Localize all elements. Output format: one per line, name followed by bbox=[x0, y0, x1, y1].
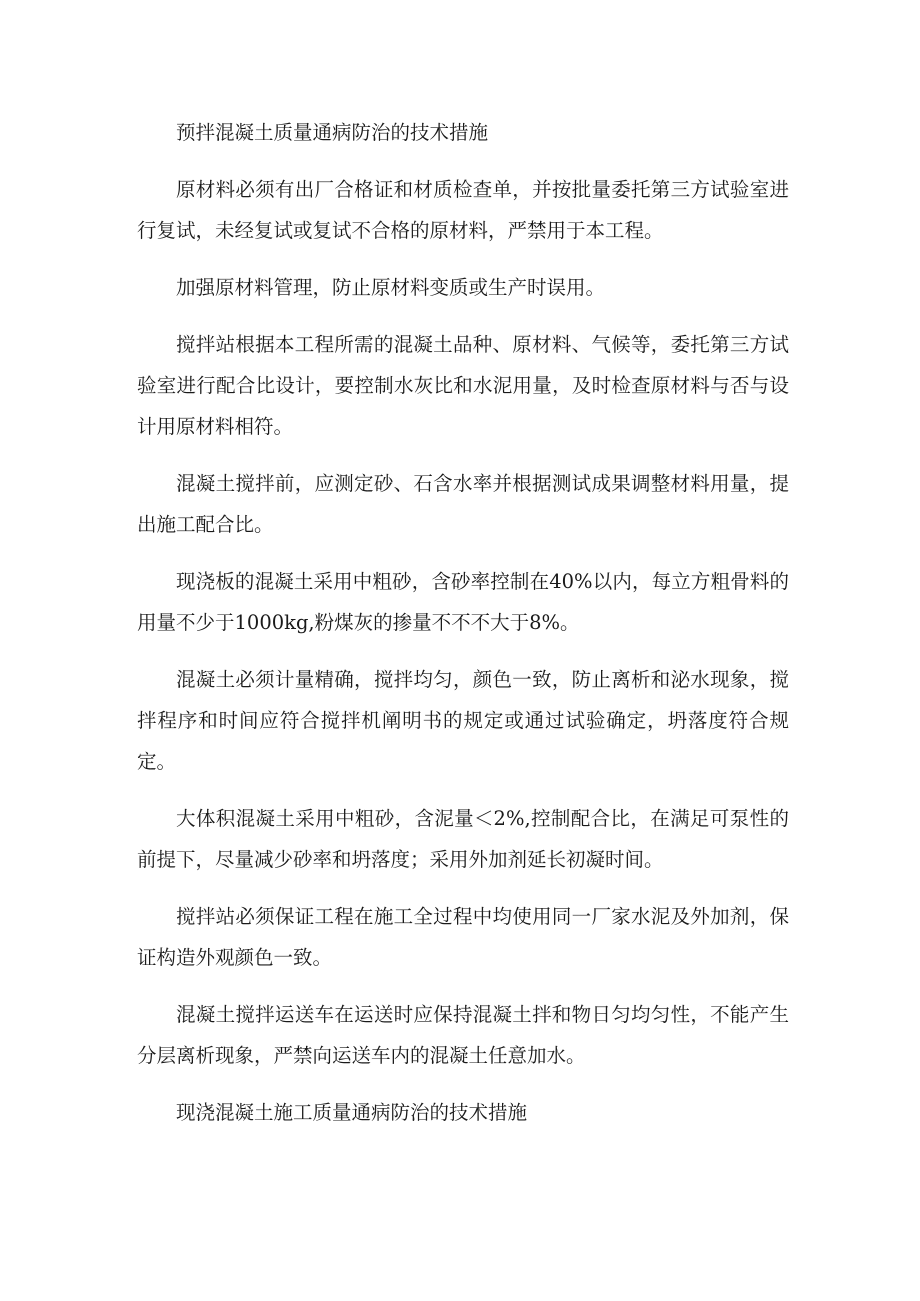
section-heading-ready-mix: 预拌混凝土质量通病防治的技术措施 bbox=[176, 121, 489, 144]
paragraph-mass-concrete: 大体积混凝土采用中粗砂，含泥量＜2%,控制配合比，在满足可泵性的前提下，尽量减少砂率和坍落度；采用外加剂延长初凝时间。 bbox=[137, 807, 789, 871]
paragraph-transport-truck: 混凝土搅拌运送车在运送时应保持混凝土拌和物日匀均匀性，不能产生分层离析现象，严禁向运送车内的混凝土任意加水。 bbox=[137, 1003, 789, 1067]
paragraph-moisture-test: 混凝土搅拌前，应测定砂、石含水率并根据测试成果调整材料用量，提出施工配合比。 bbox=[137, 472, 789, 536]
section-heading-cast-in-place: 现浇混凝土施工质量通病防治的技术措施 bbox=[176, 1101, 528, 1124]
paragraph-metering-mixing: 混凝土必须计量精确，搅拌均匀，颜色一致，防止离析和泌水现象，搅拌程序和时间应符合搅拌机阐明书的规定或通过试验确定，坍落度符合规定。 bbox=[137, 668, 789, 773]
paragraph-same-cement-supplier: 搅拌站必须保证工程在施工全过程中均使用同一厂家水泥及外加剂，保证构造外观颜色一致。 bbox=[137, 905, 789, 969]
paragraph-raw-materials-certificate: 原材料必须有出厂合格证和材质检查单，并按批量委托第三方试验室进行复试，未经复试或复试不合格的原材料，严禁用于本工程。 bbox=[137, 178, 789, 242]
document-body bbox=[137, 112, 789, 1149]
paragraph-mix-design: 搅拌站根据本工程所需的混凝土品种、原材料、气候等，委托第三方试验室进行配合比设计，要控制水灰比和水泥用量，及时检查原材料与否与设计用原材料相符。 bbox=[137, 333, 789, 438]
paragraph-slab-sand-ratio: 现浇板的混凝土采用中粗砂，含砂率控制在40%以内，每立方粗骨料的用量不少于1000kg,粉煤灰的掺量不不不大于8%。 bbox=[137, 570, 789, 634]
paragraph-raw-materials-management: 加强原材料管理，防止原材料变质或生产时误用。 bbox=[176, 276, 606, 299]
